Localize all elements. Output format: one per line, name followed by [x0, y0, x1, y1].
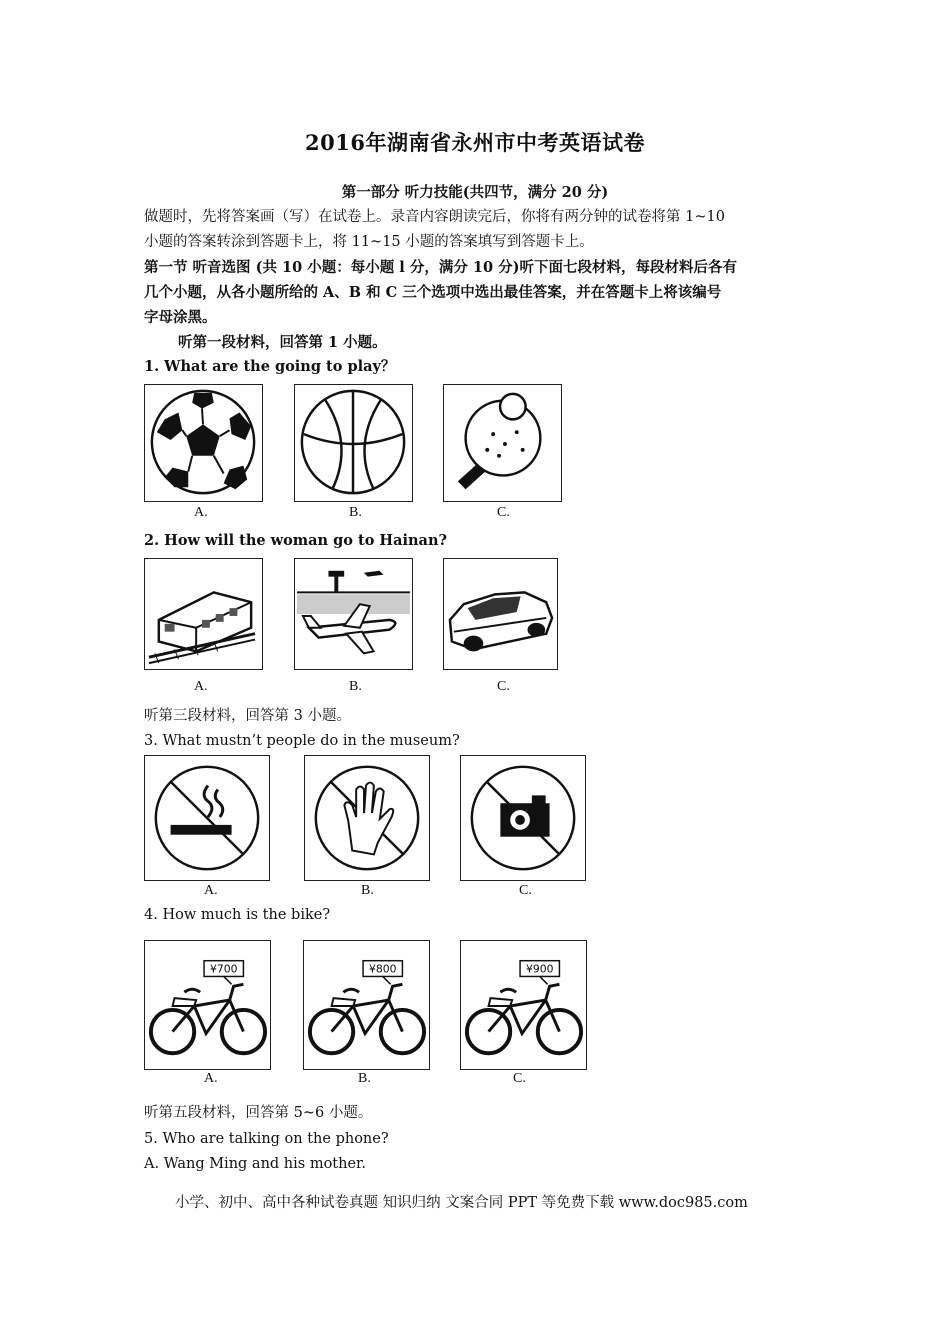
instruction-line-1: 做题时，先将答案画（写）在试卷上。录音内容朗读完后，你将有两分钟的试卷将第 1~10	[144, 209, 725, 225]
train-icon	[144, 558, 263, 670]
airplane-icon	[294, 558, 413, 670]
bike-price-tag: ¥800	[368, 962, 397, 976]
option-label: A.	[194, 679, 208, 694]
option-label: B.	[349, 505, 362, 520]
bicycle-icon	[460, 940, 587, 1070]
question-1: 1. What are the going to play？	[144, 358, 396, 375]
question-5-option-a: A. Wang Ming and his mother.	[144, 1156, 366, 1172]
option-label: A.	[194, 505, 208, 520]
page-title: 2016年湖南省永州市中考英语试卷	[305, 130, 645, 155]
ping-pong-paddle-icon	[443, 384, 562, 502]
option-label: B.	[358, 1071, 371, 1086]
option-label: C.	[519, 883, 532, 898]
option-label: C.	[497, 505, 510, 520]
section1-line-3: 字母涂黑。	[144, 309, 217, 326]
question-5: 5. Who are talking on the phone?	[144, 1131, 389, 1147]
question-2: 2. How will the woman go to Hainan?	[144, 532, 447, 549]
section1-line-2: 几个小题，从各小题所给的 A、B 和 C 三个选项中选出最佳答案，并在答题卡上将该编号	[144, 284, 722, 301]
listen-5-instruction: 听第五段材料，回答第 5~6 小题。	[144, 1105, 373, 1121]
question-4: 4. How much is the bike?	[144, 907, 331, 923]
option-label: B.	[349, 679, 362, 694]
option-label: A.	[204, 1071, 218, 1086]
footer-note: 小学、初中、高中各种试卷真题 知识归纳 文案合同 PPT 等免费下载 www.doc985.com	[175, 1195, 748, 1211]
bicycle-icon	[144, 940, 271, 1070]
no-photography-icon	[460, 755, 586, 881]
option-label: C.	[513, 1071, 526, 1086]
bike-price-tag: ¥900	[525, 962, 554, 976]
bike-price-tag: ¥700	[209, 962, 238, 976]
basketball-icon	[294, 384, 413, 502]
car-icon	[443, 558, 558, 670]
no-touching-icon	[304, 755, 430, 881]
option-label: C.	[497, 679, 510, 694]
option-label: A.	[204, 883, 218, 898]
part-heading: 第一部分 听力技能(共四节，满分 20 分)	[341, 184, 609, 201]
soccer-ball-icon	[144, 384, 263, 502]
instruction-line-2: 小题的答案转涂到答题卡上，将 11~15 小题的答案填写到答题卡上。	[144, 234, 594, 250]
option-label: B.	[361, 883, 374, 898]
listen-1-instruction: 听第一段材料，回答第 1 小题。	[178, 334, 387, 351]
question-3: 3. What mustn’t people do in the museum?	[144, 733, 460, 749]
no-smoking-icon	[144, 755, 270, 881]
listen-3-instruction: 听第三段材料，回答第 3 小题。	[144, 708, 351, 724]
section1-line-1: 第一节 听音选图 (共 10 小题：每小题 l 分，满分 10 分)听下面七段材料，每段材料后各有	[144, 259, 737, 276]
bicycle-icon	[303, 940, 430, 1070]
